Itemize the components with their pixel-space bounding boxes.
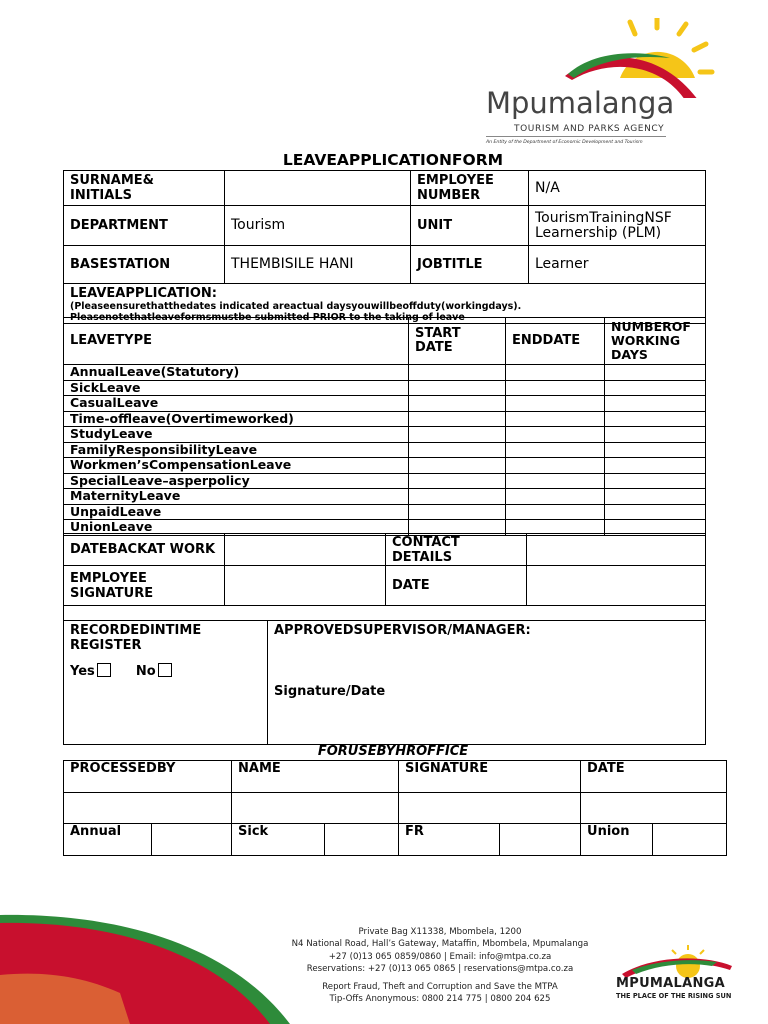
yes-label: Yes bbox=[70, 664, 95, 679]
employee-number-label: EMPLOYEE NUMBER bbox=[411, 171, 529, 206]
date-label: DATE bbox=[386, 566, 527, 606]
logo-tagline: An Entity of the Department of Economic Development and Tourism bbox=[486, 140, 643, 145]
date-field[interactable] bbox=[527, 566, 706, 606]
leave-type-label: SickLeave bbox=[64, 380, 409, 396]
end-date-cell[interactable] bbox=[506, 442, 605, 458]
footer-logo-tagline: THE PLACE OF THE RISING SUN bbox=[616, 992, 732, 1000]
spacer-row bbox=[64, 606, 706, 621]
working-days-cell[interactable] bbox=[605, 489, 706, 505]
employee-signature-field[interactable] bbox=[225, 566, 386, 606]
hr-date-field[interactable] bbox=[581, 793, 727, 824]
leave-type-label: UnpaidLeave bbox=[64, 504, 409, 520]
form-title: LEAVEAPPLICATIONFORM bbox=[282, 151, 504, 169]
hr-date-label: DATE bbox=[581, 761, 727, 793]
leave-type-row bbox=[64, 489, 706, 505]
footer-tipoffs: Tip-Offs Anonymous: 0800 214 775 | 0800 204 625 bbox=[329, 994, 551, 1005]
footer-logo bbox=[612, 944, 742, 1006]
processed-by-field[interactable] bbox=[64, 793, 232, 824]
union-label: Union bbox=[581, 824, 653, 856]
leave-type-label: Time-offleave(Overtimeworked) bbox=[64, 411, 409, 427]
working-days-cell[interactable] bbox=[605, 365, 706, 381]
working-days-cell[interactable] bbox=[605, 504, 706, 520]
employee-details-table bbox=[63, 170, 706, 324]
footer-phone-email: +27 (0)13 065 0859/0860 | Email: info@mtpa.co.za bbox=[328, 951, 552, 962]
leave-type-row bbox=[64, 365, 706, 381]
leave-type-table bbox=[63, 317, 706, 536]
working-days-cell[interactable] bbox=[605, 442, 706, 458]
leave-type-row bbox=[64, 458, 706, 474]
department-label: DEPARTMENT bbox=[64, 206, 225, 246]
end-date-cell[interactable] bbox=[506, 396, 605, 412]
footer-reservations: Reservations: +27 (0)13 065 0865 | reservations@mtpa.co.za bbox=[306, 963, 574, 974]
annual-label: Annual bbox=[64, 824, 152, 856]
col-end-date: ENDDATE bbox=[506, 318, 605, 365]
leave-type-row bbox=[64, 427, 706, 443]
footer-address: Private Bag X11338, Mbombela, 1200 bbox=[358, 927, 522, 937]
start-date-cell[interactable] bbox=[409, 504, 506, 520]
leave-type-row bbox=[64, 380, 706, 396]
leave-type-row bbox=[64, 473, 706, 489]
logo-subtitle: TOURISM AND PARKS AGENCY bbox=[514, 124, 665, 134]
working-days-cell[interactable] bbox=[605, 380, 706, 396]
footer-swoosh-icon bbox=[0, 905, 290, 1024]
no-checkbox[interactable] bbox=[158, 663, 172, 677]
base-station-label: BASESTATION bbox=[64, 246, 225, 284]
recorded-section bbox=[64, 621, 268, 745]
col-working-days: NUMBEROF WORKING DAYS bbox=[605, 318, 706, 365]
leave-type-row bbox=[64, 396, 706, 412]
start-date-cell[interactable] bbox=[409, 442, 506, 458]
sick-label: Sick bbox=[232, 824, 325, 856]
end-date-cell[interactable] bbox=[506, 504, 605, 520]
leave-type-row bbox=[64, 411, 706, 427]
leave-type-row bbox=[64, 442, 706, 458]
leave-type-label: StudyLeave bbox=[64, 427, 409, 443]
working-days-cell[interactable] bbox=[605, 411, 706, 427]
employee-signature-label: EMPLOYEE SIGNATURE bbox=[64, 566, 225, 606]
department-field[interactable]: Tourism bbox=[225, 206, 411, 246]
start-date-cell[interactable] bbox=[409, 411, 506, 427]
leave-type-label: FamilyResponsibilityLeave bbox=[64, 442, 409, 458]
leave-type-row bbox=[64, 504, 706, 520]
end-date-cell[interactable] bbox=[506, 427, 605, 443]
leave-type-label: AnnualLeave(Statutory) bbox=[64, 365, 409, 381]
approval-table bbox=[63, 620, 706, 745]
hr-name-field[interactable] bbox=[232, 793, 399, 824]
union-field[interactable] bbox=[653, 824, 727, 856]
base-station-field[interactable]: THEMBISILE HANI bbox=[225, 246, 411, 284]
leave-application-heading: LEAVEAPPLICATION: bbox=[70, 286, 217, 301]
approval-section[interactable] bbox=[268, 621, 706, 745]
annual-field[interactable] bbox=[152, 824, 232, 856]
start-date-cell[interactable] bbox=[409, 427, 506, 443]
footer-street: N4 National Road, Hall’s Gateway, Mataffin, Mbombela, Mpumalanga bbox=[291, 939, 589, 950]
leave-type-label: Workmen’sCompensationLeave bbox=[64, 458, 409, 474]
approved-label: APPROVEDSUPERVISOR/MANAGER: bbox=[274, 623, 531, 638]
start-date-cell[interactable] bbox=[409, 489, 506, 505]
working-days-cell[interactable] bbox=[605, 473, 706, 489]
start-date-cell[interactable] bbox=[409, 380, 506, 396]
start-date-cell[interactable] bbox=[409, 458, 506, 474]
no-label: No bbox=[135, 664, 156, 679]
leave-application-note: (Pleaseensurethatthedates indicated areactual daysyouwillbeoffduty(workingdays). Pleasenotethatleaveformsmustbe submitted PRIOR to the taking of leave bbox=[70, 301, 522, 323]
sick-field[interactable] bbox=[325, 824, 399, 856]
hr-signature-field[interactable] bbox=[399, 793, 581, 824]
footer-fraud: Report Fraud, Theft and Corruption and Save the MTPA bbox=[322, 982, 558, 993]
recorded-label: RECORDEDINTIME REGISTER bbox=[70, 623, 202, 653]
unit-label: UNIT bbox=[411, 206, 529, 246]
start-date-cell[interactable] bbox=[409, 473, 506, 489]
leave-type-label: MaternityLeave bbox=[64, 489, 409, 505]
hr-heading: FORUSEBYHROFFICE bbox=[317, 744, 469, 759]
unit-field[interactable]: TourismTrainingNSF Learnership (PLM) bbox=[529, 206, 706, 246]
footer-contact bbox=[290, 926, 590, 1006]
leave-type-rows bbox=[64, 365, 706, 536]
working-days-cell[interactable] bbox=[605, 427, 706, 443]
end-date-cell[interactable] bbox=[506, 489, 605, 505]
footer-logo-name: MPUMALANGA bbox=[616, 976, 725, 991]
date-back-label: DATEBACKAT WORK bbox=[64, 534, 225, 566]
end-date-cell[interactable] bbox=[506, 380, 605, 396]
start-date-cell[interactable] bbox=[409, 396, 506, 412]
job-title-field[interactable]: Learner bbox=[529, 246, 706, 284]
leave-type-label: CasualLeave bbox=[64, 396, 409, 412]
working-days-cell[interactable] bbox=[605, 396, 706, 412]
hr-name-label: NAME bbox=[232, 761, 399, 793]
fr-field[interactable] bbox=[500, 824, 581, 856]
agency-logo bbox=[480, 18, 720, 153]
footer-rising-sun-icon bbox=[612, 944, 742, 978]
job-title-label: JOBTITLE bbox=[411, 246, 529, 284]
hr-signature-label: SIGNATURE bbox=[399, 761, 581, 793]
contact-details-label: CONTACT DETAILS bbox=[386, 534, 527, 566]
fr-label: FR bbox=[399, 824, 500, 856]
hr-table bbox=[63, 760, 727, 856]
end-date-cell[interactable] bbox=[506, 458, 605, 474]
leave-type-label: UnionLeave bbox=[64, 520, 409, 536]
surname-field[interactable] bbox=[225, 171, 411, 206]
contact-details-field[interactable] bbox=[527, 534, 706, 566]
signature-date-label: Signature/Date bbox=[274, 684, 386, 699]
end-date-cell[interactable] bbox=[506, 365, 605, 381]
processed-by-label: PROCESSEDBY bbox=[64, 761, 232, 793]
start-date-cell[interactable] bbox=[409, 365, 506, 381]
leave-type-label: SpecialLeave–asperpolicy bbox=[64, 473, 409, 489]
date-back-field[interactable] bbox=[225, 534, 386, 566]
col-start-date: START DATE bbox=[409, 318, 506, 365]
surname-label: SURNAME& INITIALS bbox=[64, 171, 225, 206]
end-date-cell[interactable] bbox=[506, 473, 605, 489]
working-days-cell[interactable] bbox=[605, 458, 706, 474]
employee-number-field[interactable]: N/A bbox=[529, 171, 706, 206]
logo-name: Mpumalanga bbox=[486, 86, 675, 120]
end-date-cell[interactable] bbox=[506, 411, 605, 427]
col-leave-type: LEAVETYPE bbox=[64, 318, 409, 365]
yes-checkbox[interactable] bbox=[97, 663, 111, 677]
return-details-table bbox=[63, 533, 706, 621]
